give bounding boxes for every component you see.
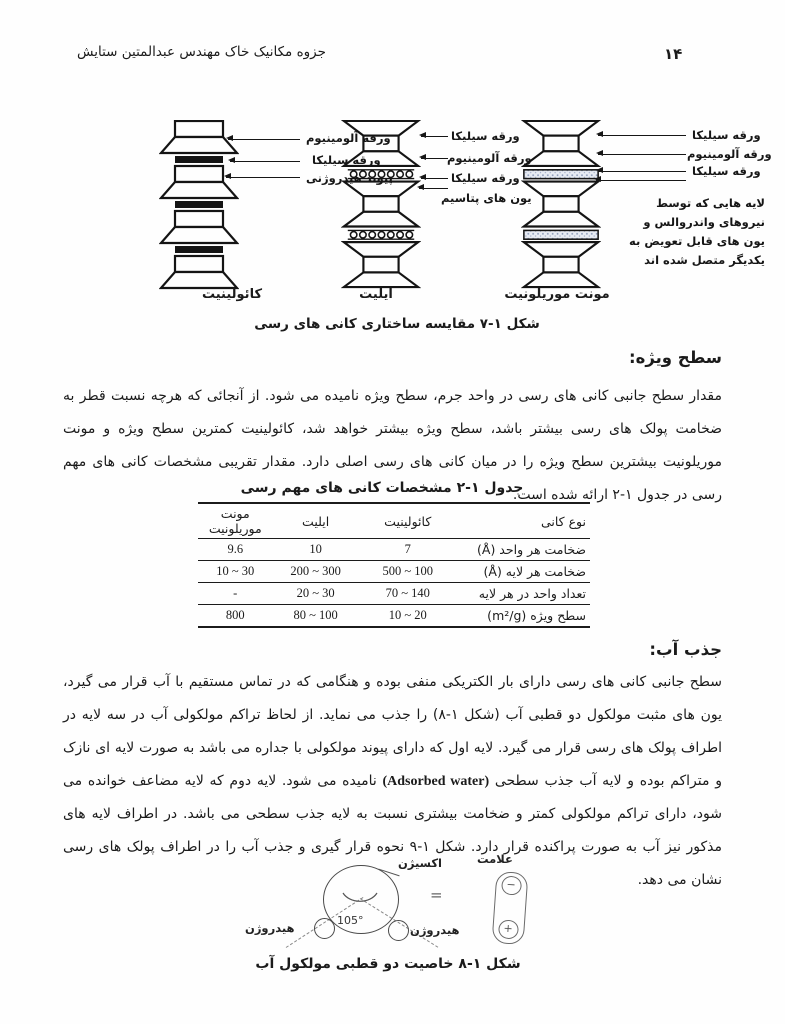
illite-silica-top-label: ورقه سیلیکا xyxy=(451,129,520,143)
page-number: ۱۴ xyxy=(664,45,683,63)
cell-illite: 80 ~ 100 xyxy=(293,608,338,622)
hydrogen-atom-right xyxy=(388,920,409,941)
cell-montmorillonite: 9.6 xyxy=(198,539,273,561)
arrow-to-silica-sheet xyxy=(230,161,300,162)
row-label: سطح ویژه (m²/g) xyxy=(487,608,586,623)
hydrogen-right-label: هیدروژن xyxy=(410,923,460,937)
illite-potassium-label: یون های پتاسیم xyxy=(441,191,532,205)
mont-note-line3: یون های قابل تعویض به xyxy=(629,234,765,248)
paragraph-text: نامیده می شود. لایه دوم که لایه مضاعف خوانده می شود، دارای تراکم مولکولی کمتر و ضخامت بیشتری نسبت به لایه جذب سطحی می باشد. در اطراف لایه های مذکور نیز آب به صورت پراکنده قرار دارد. شکل ۱-۹ نحوه قرار گیری و جذب آب را در اطراف پولک های رسی نشان می دهد. xyxy=(63,773,722,888)
hydrogen-atom-left xyxy=(314,918,335,939)
adsorbed-water-term: (Adsorbed water) xyxy=(382,774,490,789)
oxygen-label: اکسیژن xyxy=(398,856,442,870)
arrow-to-exchangeable-layer xyxy=(596,180,686,181)
arrow-to-silica-sheet xyxy=(598,135,686,136)
symbol-label: علامت xyxy=(477,852,513,866)
table-header-row xyxy=(198,503,590,539)
mont-silica-bottom-label: ورقه سیلیکا xyxy=(692,164,761,178)
mont-note-line4: یکدیگر متصل شده اند xyxy=(644,253,765,267)
arrow-to-silica-sheet xyxy=(421,136,448,137)
mont-note-line2: نیروهای واندروالس و xyxy=(643,215,765,229)
paragraph-text: سطح جانبی کانی های رسی دارای بار الکتریکی منفی بوده و هنگامی که در تماس مستقیم با آب قرار می گیرد، یون های مثبت مولکول دو قطبی آب (شکل ۱-۸) را جذب می نماید. از لحاظ تراکم مولکولی آب در سه لایه در اطراف پولک های رسی قرار می گیرد. لایه اول که دارای پیوند مولکولی با جداره می باشد به صورت لایه ای نازک و متراکم بوده و لایه آب جذب سطحی xyxy=(63,674,722,789)
illite-structure-diagram xyxy=(341,120,421,290)
kaolinite-silica-label: ورقه سیلیکا xyxy=(312,153,381,167)
row-label: تعداد واحد در هر لایه xyxy=(457,583,590,605)
montmorillonite-name: مونت موریلونیت xyxy=(504,287,610,302)
cell-illite: 10 xyxy=(273,539,359,561)
angle-value: 105° xyxy=(337,914,364,927)
dipole-symbol xyxy=(492,871,529,945)
kaolinite-structure-diagram xyxy=(159,120,239,290)
montmorillonite-structure-diagram xyxy=(521,120,601,290)
hydrogen-left-label: هیدروژن xyxy=(245,921,295,935)
illite-silica-bottom-label: ورقه سیلیکا xyxy=(451,171,520,185)
figure-1-7-caption: شکل ۱-۷ مقایسه ساختاری کانی های رسی xyxy=(254,316,540,332)
water-absorption-heading: جذب آب: xyxy=(649,640,722,659)
arrow-to-silica-sheet xyxy=(598,171,686,172)
positive-charge: + xyxy=(497,919,518,939)
cell-kaolinite: 10 ~ 20 xyxy=(388,608,427,622)
table-row xyxy=(198,583,590,605)
cell-kaolinite: 500 ~ 100 xyxy=(359,561,457,583)
negative-charge: − xyxy=(500,875,521,895)
arrow-to-aluminum-sheet xyxy=(228,139,300,140)
figure-water-molecule xyxy=(0,850,785,1000)
cell-montmorillonite: 10 ~ 30 xyxy=(198,561,273,583)
mont-silica-top-label: ورقه سیلیکا xyxy=(692,128,761,142)
cell-illite: 20 ~ 30 xyxy=(273,583,359,605)
header-title: جزوه مکانیک خاک مهندس عبدالمتین ستایش xyxy=(77,44,326,60)
cell-kaolinite: 7 xyxy=(359,539,457,561)
kaolinite-hbond-label: پیوند هیدروژنی xyxy=(306,171,393,185)
figure-clay-structure-comparison xyxy=(0,118,785,336)
specific-surface-heading: سطح ویژه: xyxy=(629,348,722,367)
arrow-to-aluminum-sheet xyxy=(421,158,448,159)
cell-kaolinite: 70 ~ 140 xyxy=(359,583,457,605)
col-header-mineral-type: نوع کانی xyxy=(457,503,590,539)
mont-aluminum-label: ورقه آلومینیوم xyxy=(687,147,772,161)
row-label: ضخامت هر واحد (Å) xyxy=(457,539,590,561)
figure-1-8-caption: شکل ۱-۸ خاصیت دو قطبی مولکول آب xyxy=(255,956,521,972)
arrow-to-hydrogen-bond xyxy=(226,177,300,178)
equals-sign: = xyxy=(430,886,443,904)
arrow-to-aluminum-sheet xyxy=(598,154,686,155)
arrow-to-potassium-ions xyxy=(419,188,448,189)
cell-illite: 200 ~ 300 xyxy=(273,561,359,583)
row-label: ضخامت هر لایه (Å) xyxy=(457,561,590,583)
table-row xyxy=(198,605,590,628)
table-row xyxy=(198,561,590,583)
angle-arc xyxy=(340,890,380,912)
cell-montmorillonite: - xyxy=(198,583,273,605)
mont-note-line1: لایه هایی که توسط xyxy=(656,196,765,210)
clay-minerals-table xyxy=(198,502,590,628)
table-row xyxy=(198,539,590,561)
kaolinite-aluminum-label: ورقه آلومینیوم xyxy=(306,131,391,145)
table-title: جدول ۱-۲ مشخصات کانی های مهم رسی xyxy=(240,480,524,496)
specific-surface-paragraph: مقدار سطح جانبی کانی های رسی در واحد جرم، سطح ویژه نامیده می شود. از آنجائی که هرچه نسبت قطر به ضخامت پولک های رسی بیشتر باشد، سطح ویژه بیشتر خواهد شد، کائولینیت کمترین سطح ویژه و مونت موریلونیت بیشترین سطح ویژه را در میان کانی های رسی اصلی دارد. مقدار تقریبی مشخصات کانی های مهم رسی در جدول ۱-۲ ارائه شده است. xyxy=(63,388,722,503)
illite-name: ایلیت xyxy=(359,287,393,302)
col-header-montmorillonite: مونت موریلونیت xyxy=(198,503,273,539)
col-header-kaolinite: کائولینیت xyxy=(359,503,457,539)
kaolinite-name: کائولینیت xyxy=(201,287,263,302)
col-header-illite: ایلیت xyxy=(273,503,359,539)
illite-aluminum-label: ورقه آلومینیوم xyxy=(447,151,532,165)
arrow-to-silica-sheet xyxy=(421,178,448,179)
cell-montmorillonite: 800 xyxy=(225,608,245,622)
